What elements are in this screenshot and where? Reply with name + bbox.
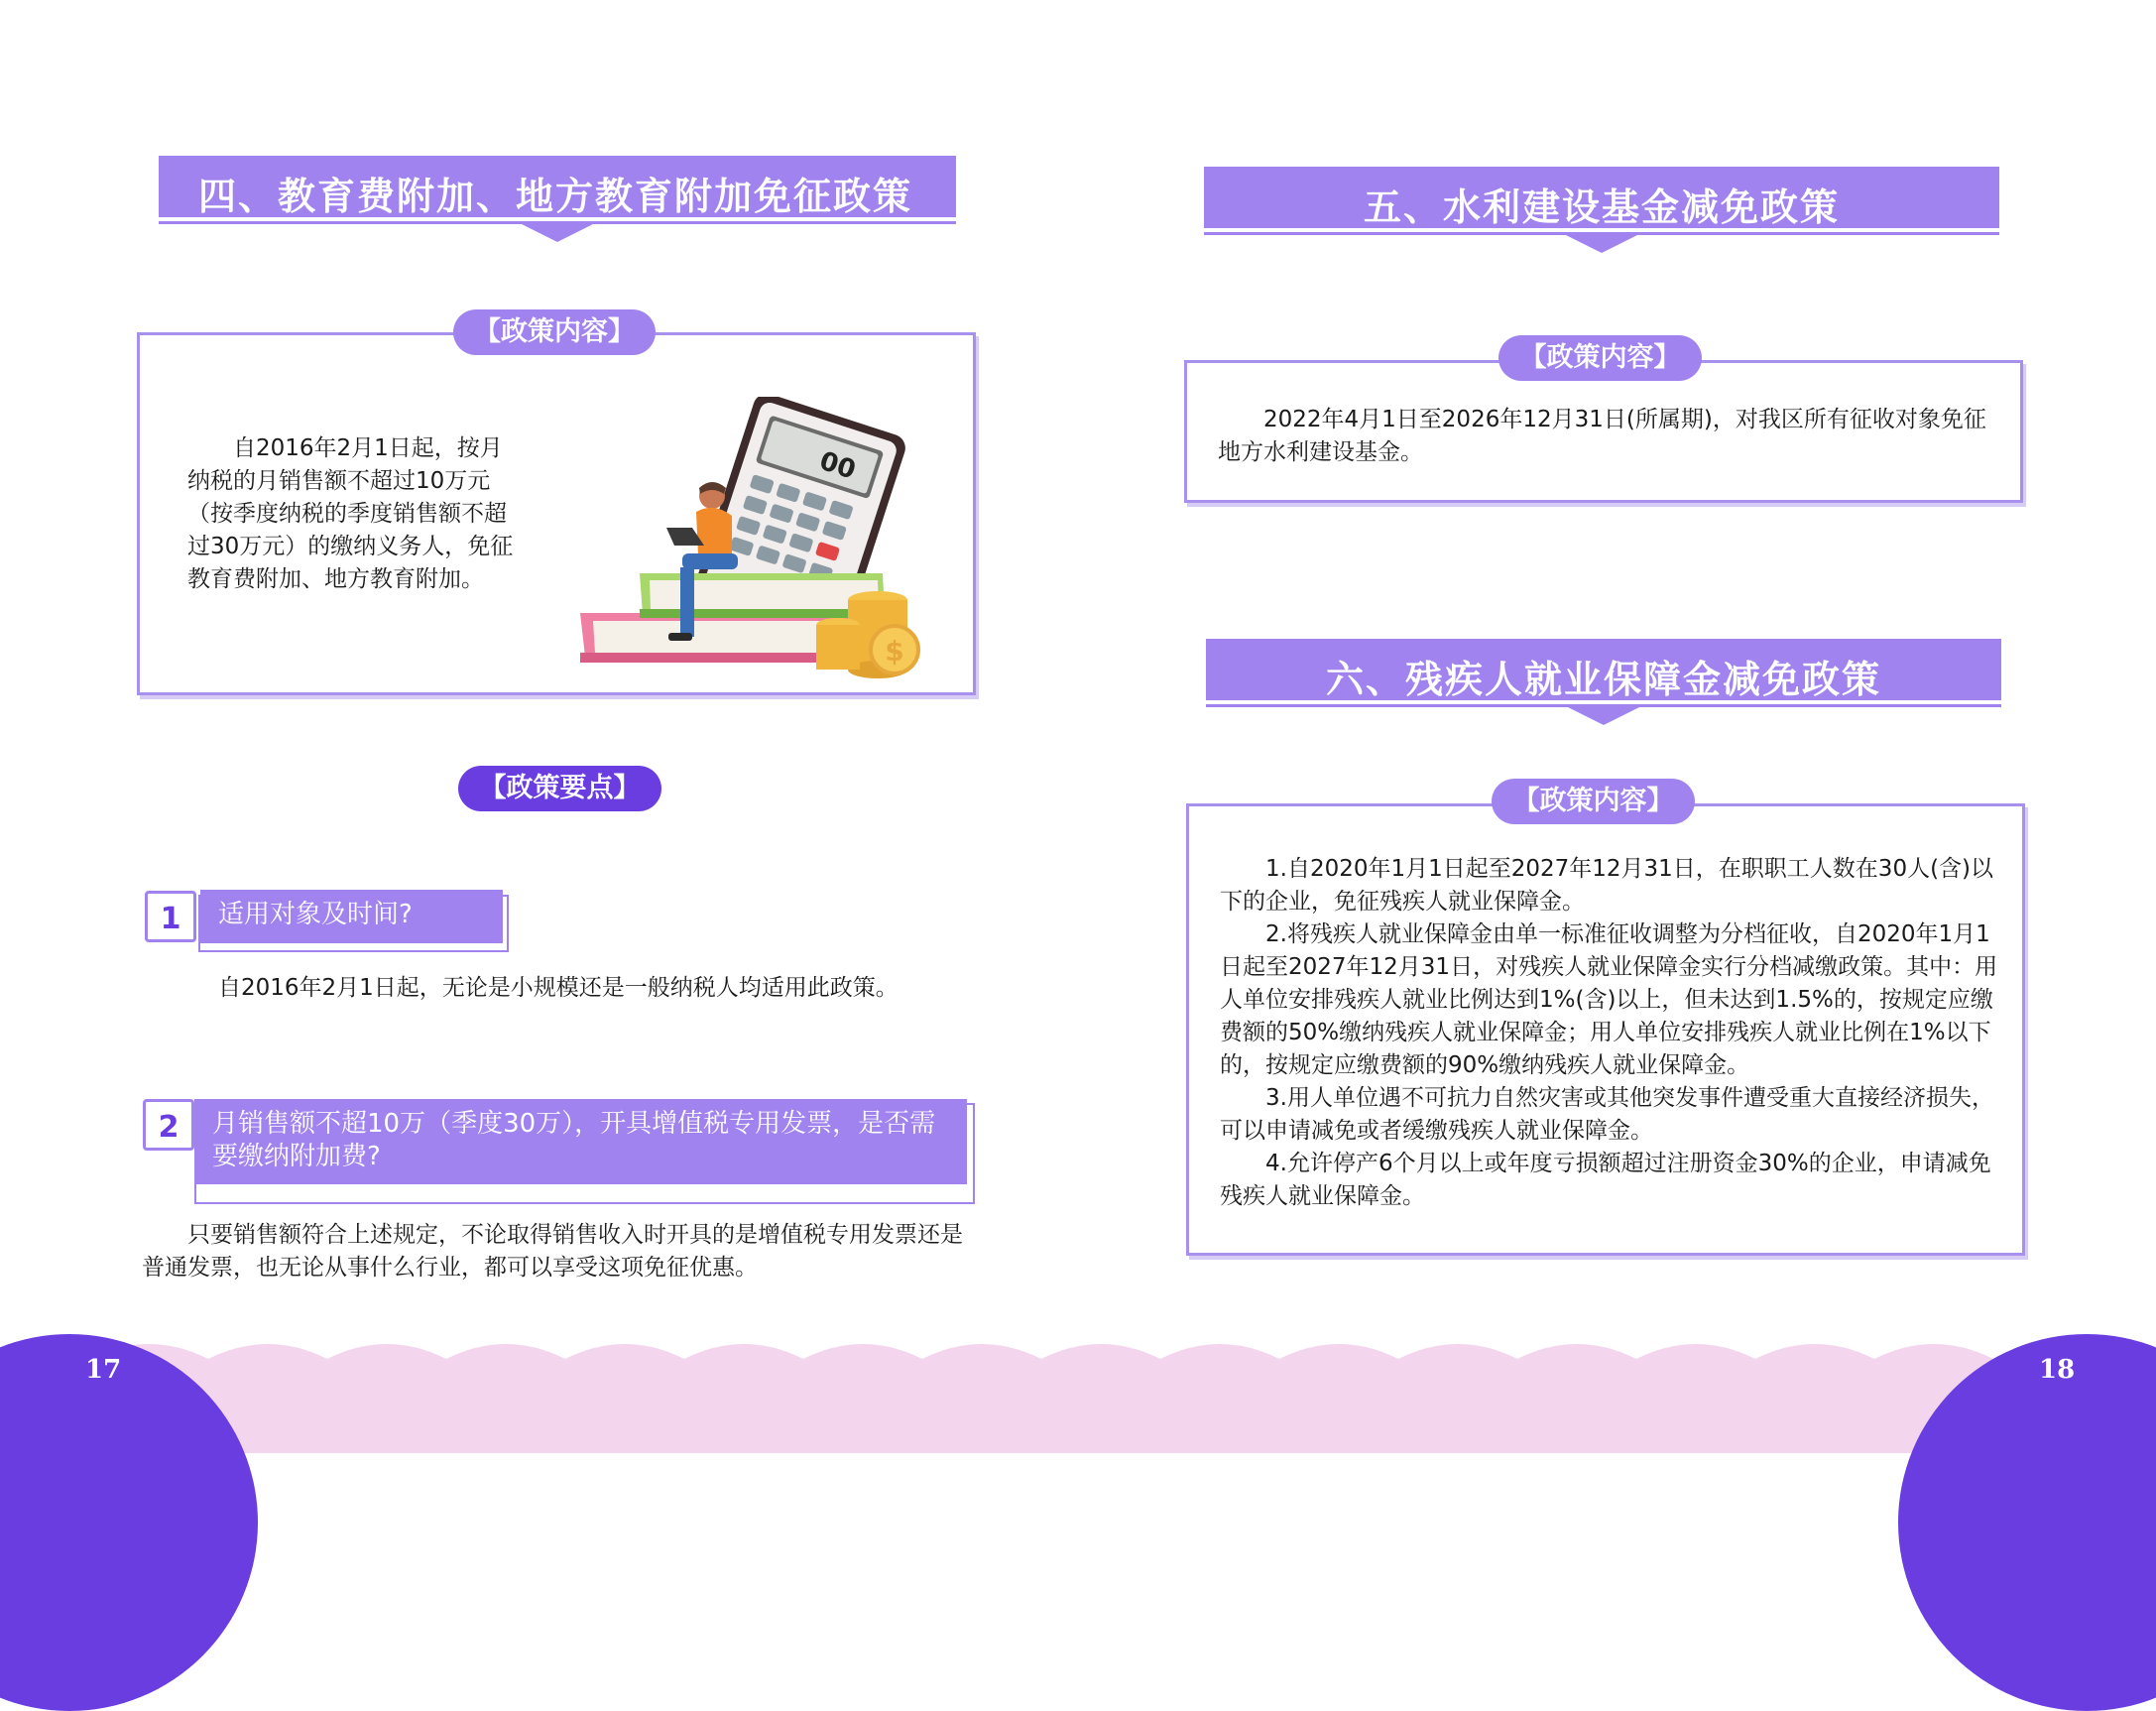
footer-wave xyxy=(0,1319,2156,1453)
section-5-title: 五、水利建设基金减免政策 xyxy=(1363,185,1840,229)
q1-number: 1 xyxy=(145,891,196,942)
policy-content-tag-section6: 【政策内容】 xyxy=(1492,779,1695,824)
section6-item-3: 3.用人单位遇不可抗力自然灾害或其他突发事件遭受重大直接经济损失，可以申请减免或者缓缴残疾人就业保障金。 xyxy=(1220,1085,1994,1144)
section-4-title: 四、教育费附加、地方教育附加免征政策 xyxy=(198,175,913,218)
section-5-banner xyxy=(1204,167,1999,258)
coin-symbol: $ xyxy=(885,635,904,668)
q1-answer: 自2016年2月1日起，无论是小规模还是一般纳税人均适用此政策。 xyxy=(218,975,898,1001)
policy-points-tag: 【政策要点】 xyxy=(458,766,661,811)
section6-content-list xyxy=(1220,853,2003,1213)
section-6-banner xyxy=(1206,639,2001,730)
page-number-left: 17 xyxy=(85,1355,122,1385)
q1-question xyxy=(200,890,503,943)
section6-item-4: 4.允许停产6个月以上或年度亏损额超过注册资金30%的企业，申请减免残疾人就业保障金。 xyxy=(1220,1151,1991,1209)
q2-question-text: 月销售额不超10万（季度30万），开具增值税专用发票，是否需要缴纳附加费? xyxy=(212,1109,936,1171)
page-number-right: 18 xyxy=(2039,1355,2076,1385)
section6-item-2: 2.将残疾人就业保障金由单一标准征收调整为分档征收，自2020年1月1日起至2027年12月31日，对残疾人就业保障金实行分档减缴政策。其中：用人单位安排残疾人就业比例达到1%(含)以上，但未达到1.5%的，按规定应缴费额的50%缴纳残疾人就业保障金；用人单位安排残疾人就业比例在1%以下的，按规定应缴费额的90%缴纳残疾人就业保障金。 xyxy=(1220,921,1998,1078)
policy-content-tag-left: 【政策内容】 xyxy=(453,309,656,355)
q2-question xyxy=(194,1099,967,1184)
section-4-banner xyxy=(159,156,956,241)
q2-answer: 只要销售额符合上述规定，不论取得销售收入时开具的是增值税专用发票还是普通发票，也无论从事什么行业，都可以享受这项免征优惠。 xyxy=(142,1222,963,1281)
q2-number: 2 xyxy=(143,1099,194,1151)
q1-question-text: 适用对象及时间? xyxy=(218,900,413,929)
section5-content-text: 2022年4月1日至2026年12月31日(所属期)，对我区所有征收对象免征地方水利建设基金。 xyxy=(1218,407,1986,465)
section-6-title: 六、残疾人就业保障金减免政策 xyxy=(1325,658,1881,701)
section6-item-1: 1.自2020年1月1日起至2027年12月31日，在职职工人数在30人(含)以下的企业，免征残疾人就业保障金。 xyxy=(1220,856,1994,915)
calculator-display: 00 xyxy=(815,445,860,486)
tax-illustration xyxy=(575,397,942,684)
policy-content-tag-section5: 【政策内容】 xyxy=(1498,335,1702,381)
policy-content-text-left: 自2016年2月1日起，按月纳税的月销售额不超过10万元（按季度纳税的季度销售额不超过30万元）的缴纳义务人，免征教育费附加、地方教育附加。 xyxy=(187,435,514,592)
